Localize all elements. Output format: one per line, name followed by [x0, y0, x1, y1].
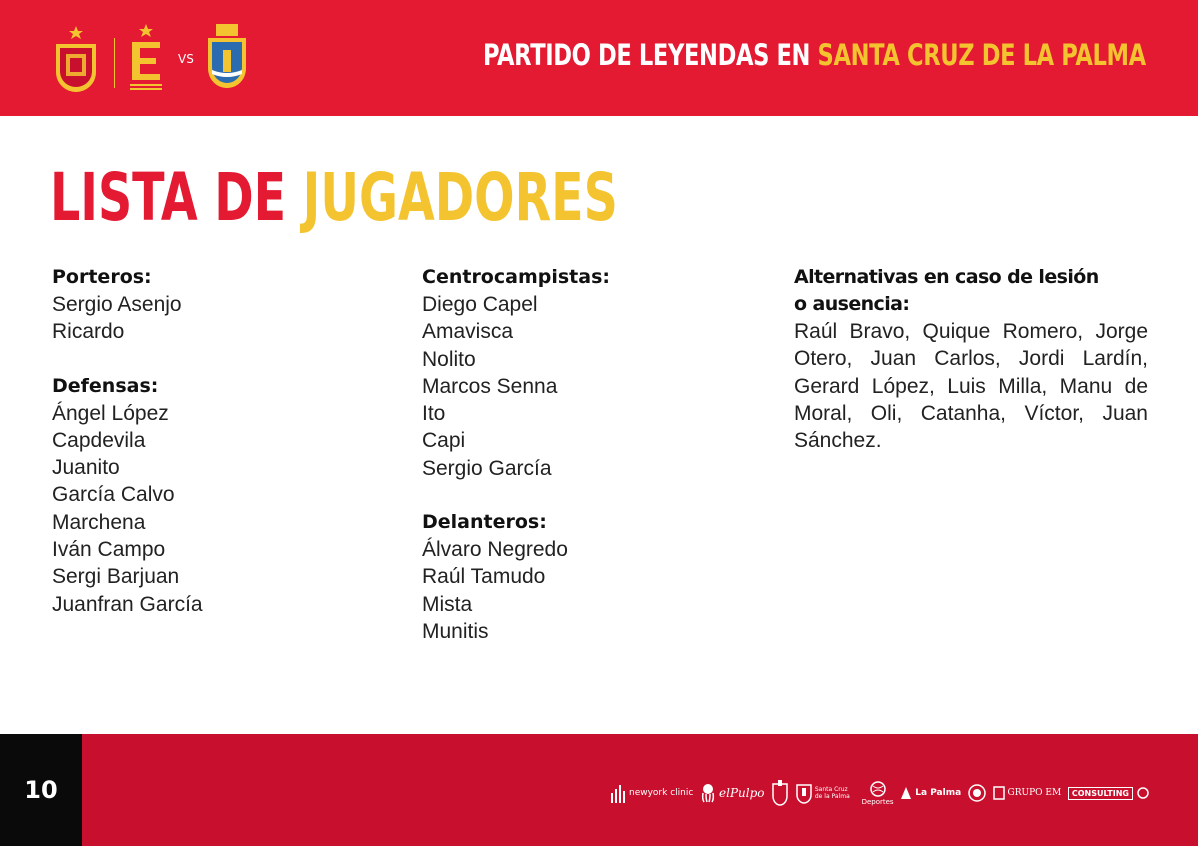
section-title-porteros: Porteros: — [52, 266, 152, 288]
sponsor-grupo-em — [993, 786, 1062, 800]
sponsor-consulting-label: CONSULTING — [1068, 787, 1133, 800]
sponsor-deportes — [862, 781, 894, 806]
sponsor-cabildo — [771, 780, 789, 806]
section-centrocampistas — [422, 264, 752, 482]
player-name: Álvaro Negredo — [422, 538, 568, 562]
sponsor-ayuntamiento-label: Santa Cruz de la Palma — [814, 786, 850, 800]
section-title-defensas: Defensas: — [52, 374, 159, 397]
player-name: Marcos Senna — [422, 374, 558, 398]
player-list-defensas — [52, 400, 382, 618]
player-list-centrocampistas — [422, 291, 752, 482]
sponsor-club-crest — [968, 784, 986, 802]
sponsor-la-palma — [900, 786, 961, 800]
section-defensas — [52, 373, 382, 618]
sponsor-el-pulpo — [700, 783, 765, 803]
player-name: Juanito — [52, 456, 120, 480]
sponsor-pulpo-label: elPulpo — [719, 786, 765, 800]
player-name: Amavisca — [422, 320, 514, 344]
leyendas-espana-logo-icon — [124, 24, 168, 92]
header-title-highlight: SANTA CRUZ DE LA PALMA — [817, 38, 1146, 72]
sponsor-newyork-clinic — [610, 783, 693, 803]
octopus-icon — [700, 783, 716, 803]
player-name: Marchena — [52, 510, 146, 534]
player-name: Mista — [422, 592, 473, 616]
header-title — [483, 38, 1146, 72]
player-name: Juanfran García — [52, 592, 203, 616]
versus-label: VS — [178, 52, 194, 66]
player-list-delanteros — [422, 536, 752, 645]
sponsor-la-palma-label: La Palma — [915, 788, 962, 798]
sponsor-grupo-em-label: GRUPO EM — [1007, 788, 1062, 798]
player-name: Iván Campo — [52, 538, 166, 562]
column-left — [52, 264, 382, 645]
player-name: Munitis — [422, 619, 489, 643]
cabildo-crest-icon — [771, 780, 789, 806]
player-name: Capdevila — [52, 428, 146, 452]
section-title-centrocampistas: Centrocampistas: — [422, 266, 610, 288]
section-title-delanteros: Delanteros: — [422, 511, 547, 534]
sponsor-deportes-label: Deportes — [861, 797, 894, 806]
sponsor-logos — [610, 770, 1150, 816]
header-divider — [114, 38, 115, 88]
column-right — [794, 264, 1148, 454]
sponsor-ayuntamiento — [796, 782, 855, 804]
alternativas-title-line1: Alternativas en caso de lesión — [794, 266, 1099, 288]
player-name: Capi — [422, 429, 466, 453]
alternativas-text: Raúl Bravo, Quique Romero, Jorge Otero, Juan Carlos, Jordi Lardín, Gerard López, Luis Milla, Manu de Moral, Oli, Catanha, Víctor, Juan Sánchez. — [794, 320, 1148, 453]
player-name: Sergio García — [422, 456, 552, 480]
ayuntamiento-crest-icon — [796, 782, 812, 804]
player-list-porteros — [52, 291, 382, 346]
player-name: Sergi Barjuan — [52, 565, 180, 589]
header-bar — [0, 0, 1198, 116]
player-name: Sergio Asenjo — [52, 293, 182, 316]
player-name: Diego Capel — [422, 293, 538, 316]
header-title-part1: PARTIDO DE LEYENDAS EN — [483, 38, 818, 72]
consulting-mark-icon — [1136, 786, 1150, 800]
sponsor-consulting — [1068, 786, 1150, 800]
deportes-ball-icon — [870, 781, 886, 797]
grupo-em-mark-icon — [993, 786, 1005, 800]
alternativas-title-line2: o ausencia: — [794, 293, 910, 315]
player-name: Ángel López — [52, 401, 169, 425]
player-name: Nolito — [422, 347, 476, 371]
player-name: Ricardo — [52, 320, 125, 344]
sponsor-newyork-label: newyork clinic — [629, 788, 694, 798]
club-crest-icon — [968, 784, 986, 802]
la-palma-island-icon — [900, 786, 912, 800]
section-title-alternativas — [794, 264, 1148, 318]
player-name: Ito — [422, 402, 446, 426]
page-title — [50, 158, 618, 238]
footer-bar — [0, 734, 1198, 846]
player-name: García Calvo — [52, 483, 175, 507]
section-delanteros — [422, 509, 752, 645]
newyork-clinic-bars-icon — [610, 783, 626, 803]
page-title-part1: LISTA DE — [50, 159, 303, 236]
column-middle — [422, 264, 752, 672]
page-title-part2: JUGADORES — [302, 159, 618, 236]
spain-federation-crest-icon — [52, 26, 100, 94]
page-number: 10 — [0, 734, 82, 846]
player-name: Raúl Tamudo — [422, 565, 546, 589]
section-porteros — [52, 264, 382, 346]
santa-cruz-de-la-palma-crest-icon — [206, 24, 248, 90]
